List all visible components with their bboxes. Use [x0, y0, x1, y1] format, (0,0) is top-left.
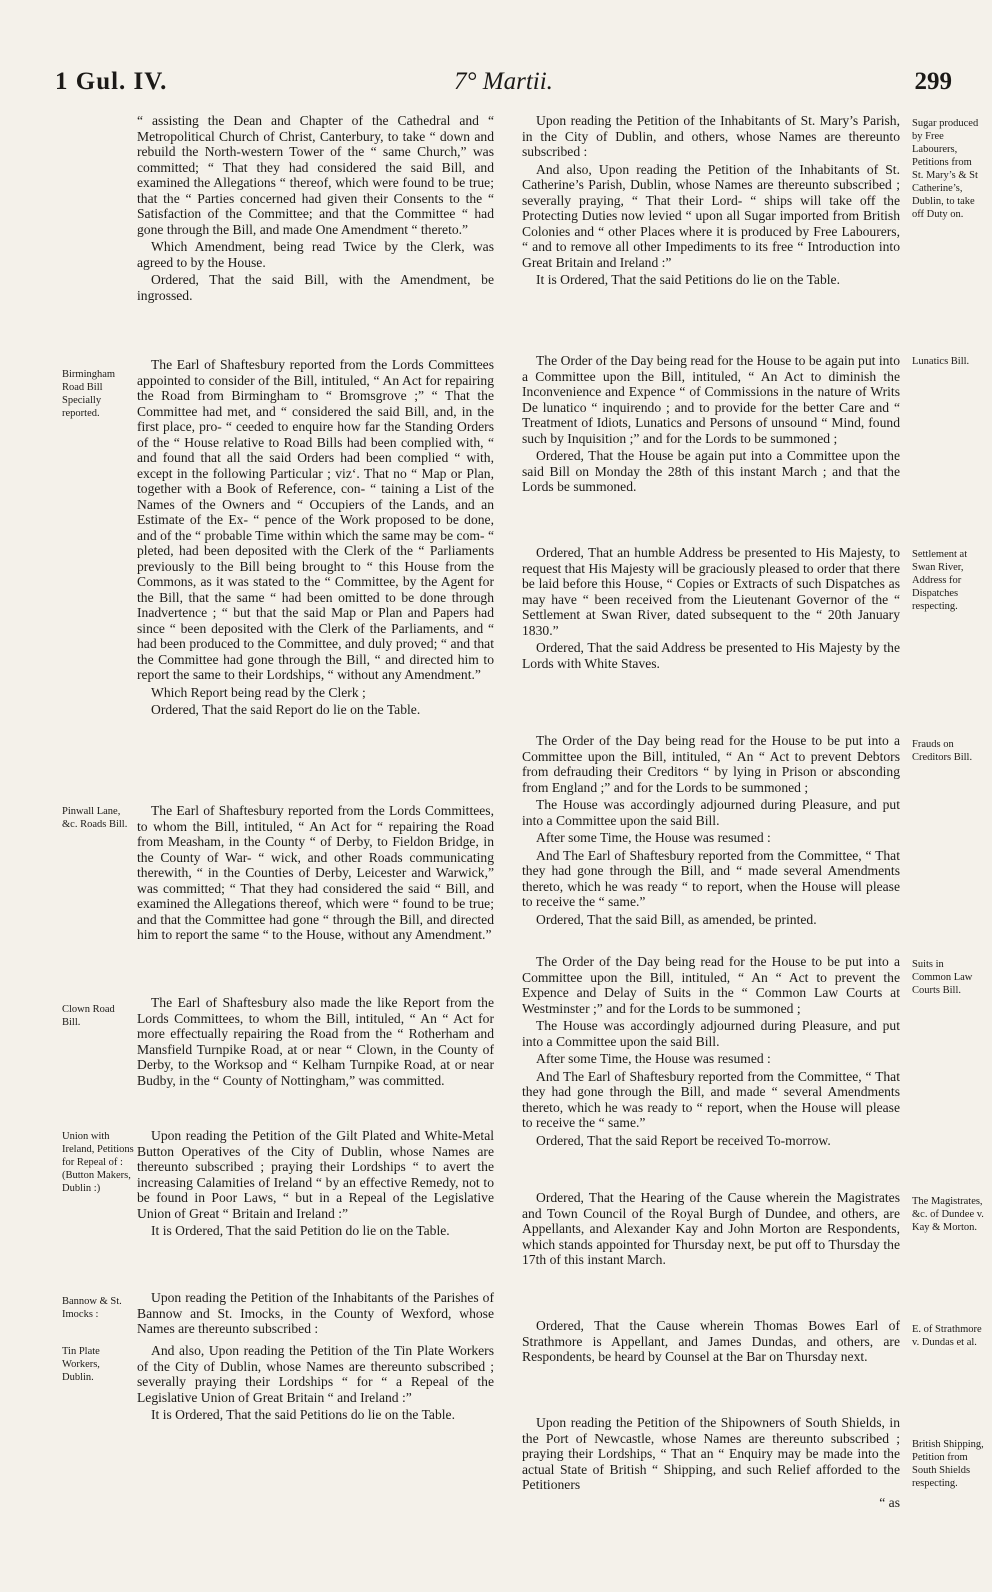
margin-note: Tin Plate Workers, Dublin.: [62, 1346, 100, 1383]
paragraph: Ordered, That the House be again put into a Committee upon the said Bill on Monday the 28th of this instant March ; and that the Lords be summoned.: [522, 448, 900, 494]
margin-note: E. of Strathmore v. Dundas et al.: [912, 1324, 982, 1348]
paragraph: The Earl of Shaftesbury reported from the Lords Committees, to whom the Bill, intituled, “ An Act for “ repairing the Road from Measham, in the County “ of Derby, to Fieldon Bridge, in the County of War- “ wick, and other Roads communicating therewith, “ in the Counties of Derby, Leicester and Warwick,” was committed; “ That they had considered the said “ Bill, and examined the Allegations thereof, which were “ found to be true; and that the Committee had gone “ through the Bill, and directed him to report the same “ to the House, without any Amendment.”: [137, 803, 494, 942]
paragraph: Ordered, That the said Bill, as amended, be printed.: [536, 911, 817, 927]
margin-note: Union with Ireland, Petitions for Repeal of : (Button Makers, Dublin :): [62, 1131, 134, 1194]
margin-note: Bannow & St. Imocks :: [62, 1296, 122, 1320]
paragraph: Ordered, That the said Report do lie on the Table.: [151, 702, 421, 717]
paragraph: Ordered, That the said Report be received To-morrow.: [536, 1132, 831, 1148]
entry-frauds-creditors-bill: [522, 733, 900, 929]
entry-union-button-makers: [137, 1128, 494, 1241]
catchword: “ as: [879, 1494, 900, 1510]
paragraph: Ordered, That an humble Address be presented to His Majesty, to request that His Majesty will be graciously pleased to order that there be laid before this House, “ Copies or Extracts of such Dispatches as may have “ been received from the Lieutenant Governor of the “ Settlement at Swan River, dated subsequent to the “ 20th January 1830.”: [522, 545, 900, 638]
entry-lunatics-bill: [522, 353, 900, 497]
paragraph: The Order of the Day being read for the House to be put into a Committee upon the Bill, intituled, “ An “ Act to prevent Debtors from defrauding their Creditors “ by lying in Prison or absconding from England ;” and for the Lords to be summoned ;: [522, 733, 900, 795]
entry-clown-road-bill: [137, 995, 494, 1090]
margin-note: British Shipping, Petition from South Shields respecting.: [912, 1439, 984, 1489]
paragraph: Ordered, That the said Bill, with the Amendment, be ingrossed.: [137, 272, 494, 303]
entry-bannow-petition: [137, 1290, 494, 1339]
paragraph: It is Ordered, That the said Petitions do lie on the Table.: [536, 272, 840, 287]
paragraph: The House was accordingly adjourned during Pleasure, and put into a Committee upon the said Bill.: [522, 1018, 900, 1049]
margin-note: The Magistrates, &c. of Dundee v. Kay & Morton.: [912, 1196, 984, 1233]
margin-note: Lunatics Bill.: [912, 356, 970, 367]
margin-note: Pinwall Lane, &c. Roads Bill.: [62, 806, 128, 830]
margin-note: Clown Road Bill.: [62, 1004, 115, 1028]
margin-note: Settlement at Swan River, Address for Dispatches respecting.: [912, 549, 968, 612]
paragraph: After some Time, the House was resumed :: [536, 830, 771, 845]
paragraph: Which Amendment, being read Twice by the Clerk, was agreed to by the House.: [137, 239, 494, 270]
entry-suits-common-law-bill: [522, 954, 900, 1150]
paragraph: The Order of the Day being read for the House to be put into a Committee upon the Bill, intituled, “ An “ Act to prevent the Expence and Delay of Suits in the “ Common Law Courts at Westminster ;” and for the Lords to be summoned ;: [522, 954, 900, 1016]
paragraph: And also, Upon reading the Petition of the Inhabitants of St. Catherine’s Parish, Dublin, whose Names are thereunto subscribed ; severally praying, “ That their Lord- “ ships will take off the Protecting Duties now levied “ upon all Sugar imported from British Colonies and “ other Places where it is produced by Free Labourers, “ and to remove all other Impediments to its free “ Introduction into Great Britain and Ireland :”: [522, 161, 900, 270]
paragraph: And The Earl of Shaftesbury reported from the Committee, “ That they had gone through the Bill, and made “ several Amendments thereto, which he was ready to “ report, when the House will please to receive the “ same.”: [522, 1068, 900, 1130]
entry-sugar-petitions: [522, 113, 900, 290]
paragraph: The Earl of Shaftesbury reported from the Lords Committees appointed to consider of the Bill, intituled, “ An Act for repairing the Road from Birmingham to “ Bromsgrove ;” “ That the Committee had met, and “ considered the said Bill, and, in the first place, pro- “ ceeded to enquire how far the Standing Orders of the “ House relative to Road Bills had been complied with, “ and found that all the said Orders had been complied “ with, except in the following Particular ; viz‘. That no “ Map or Plan, together with a Book of Reference, con- “ taining a List of the Names of the Owners and “ Occupiers of the Lands, and an Estimate of the Ex- “ pence of the Work proposed to be done, and of the “ probable Time within which the same may be com- “ pleted, had been deposited with the Clerk of the “ Parliaments previously to the Bill being brought to “ this House from the Commons, as it was stated to the “ Committee, by the Agent for the Bill, that the same “ had been omitted to be done through Inadvertence ; “ but that the said Map or Plan and Papers had since “ been deposited with the Clerk of the Parliaments, and “ had been produced to the Committee, and duly proved; “ and that the Committee had gone through the Bill, “ and directed him to report the same to their Lordships, “ without any Amendment.”: [137, 357, 494, 682]
entry-shipping-petition: [522, 1415, 900, 1512]
paragraph: Which Report being read by the Clerk ;: [151, 684, 366, 700]
entry-strathmore-cause: [522, 1318, 900, 1367]
entry-dundee-cause: [522, 1190, 900, 1270]
page-header: [55, 68, 952, 108]
margin-note: Frauds on Creditors Bill.: [912, 739, 973, 763]
margin-note: Birmingham Road Bill Specially reported.: [62, 369, 116, 419]
paragraph: “ assisting the Dean and Chapter of the Cathedral and “ Metropolitical Church of Christ, Canterbury, to take “ down and rebuild the North-western Tower of the “ same Church,” was committed; “ That they had considered the said Bill, and examined the Allegations “ thereof, which were found to be true; that the “ Parties concerned had given their Consents to the “ Satisfaction of the Committee; and that the Committee “ had gone through the Bill, and made One Amendment “ thereto.”: [137, 113, 494, 237]
entry-swan-river-address: [522, 545, 900, 673]
entry-pinwall-lane-bill: [137, 803, 494, 945]
paragraph: Ordered, That the said Address be presented to His Majesty by the Lords with White Staves.: [522, 640, 900, 671]
paragraph: Upon reading the Petition of the Inhabitants of St. Mary’s Parish, in the City of Dublin, and others, whose Names are thereunto subscribed :: [522, 113, 900, 159]
paragraph: Ordered, That the Hearing of the Cause wherein the Magistrates and Town Council of the Royal Burgh of Dundee, and others, are Appellants, and Alexander Kay and John Morton are Respondents, which stands appointed for Thursday next, be put off to Thursday the 17th of this instant March.: [522, 1190, 900, 1267]
paragraph: The House was accordingly adjourned during Pleasure, and put into a Committee upon the said Bill.: [522, 797, 900, 828]
paragraph: Ordered, That the Cause wherein Thomas Bowes Earl of Strathmore is Appellant, and James Dundas, and others, are Respondents, be heard by Counsel at the Bar on Thursday next.: [522, 1318, 900, 1364]
margin-note: Sugar produced by Free Labourers, Petitions from St. Mary’s & St Catherine’s, Dublin, to take off Duty on.: [912, 118, 979, 220]
paragraph: Upon reading the Petition of the Shipowners of South Shields, in the Port of Newcastle, whose Names are thereunto subscribed ; praying their Lordships, “ That an “ Enquiry may be made into the actual State of British “ Shipping, and such Relief afforded to the Petitioners: [522, 1415, 900, 1492]
header-date: 7° Martii.: [454, 68, 553, 95]
margin-note: Suits in Common Law Courts Bill.: [912, 959, 973, 996]
paragraph: The Earl of Shaftesbury also made the like Report from the Lords Committees, to whom the Bill, intituled, “ An “ Act for more effectually repairing the Road from the “ Rotherham and Mansfield Turnpike Road, at or near “ Clown, in the County of Derby, to the Worksop and “ Kelham Turnpike Road, at or near Budby, in the “ County of Nottingham,” was committed.: [137, 995, 494, 1088]
page-number: 299: [914, 68, 952, 95]
paragraph: The Order of the Day being read for the House to be again put into a Committee upon the Bill, intituled, “ An Act to diminish the Inconvenience and Expence “ of Commissions in the nature of Writs De lunatico “ inquirendo ; and to provide for the better Care and “ Treatment of Idiots, Lunatics and Persons of unsound “ Mind, found such by Inquisition ;” and for the Lords to be summoned ;: [522, 353, 900, 446]
paragraph: Upon reading the Petition of the Inhabitants of the Parishes of Bannow and St. Imocks, in the County of Wexford, whose Names are thereunto subscribed :: [137, 1290, 494, 1336]
paragraph: And also, Upon reading the Petition of the Tin Plate Workers of the City of Dublin, whose Names are thereunto subscribed ; severally praying their Lordships “ for “ a Repeal of the Legislative Union of Great Britain “ and Ireland :”: [137, 1343, 494, 1405]
paragraph: Upon reading the Petition of the Gilt Plated and White-Metal Button Operatives of the City of Dublin, whose Names are thereunto subscribed ; praying their Lordships “ to avert the increasing Calamities of Ireland “ by an effective Remedy, not to be found in Poor Laws, “ but in a Repeal of the Legislative Union of Great “ Britain and Ireland :”: [137, 1128, 494, 1221]
entry-canterbury-bill: [137, 113, 494, 305]
paragraph: It is Ordered, That the said Petition do lie on the Table.: [151, 1223, 450, 1238]
paragraph: After some Time, the House was resumed :: [536, 1051, 771, 1066]
paragraph: And The Earl of Shaftesbury reported from the Committee, “ That they had gone through the Bill, and “ made several Amendments thereto, which he was ready “ to report, when the House will please to receive the “ same.”: [522, 847, 900, 909]
regnal-year: 1 Gul. IV.: [55, 68, 168, 95]
paragraph: It is Ordered, That the said Petitions do lie on the Table.: [151, 1407, 455, 1422]
entry-birmingham-road-bill: [137, 357, 494, 720]
entry-tin-plate-petition: [137, 1343, 494, 1425]
